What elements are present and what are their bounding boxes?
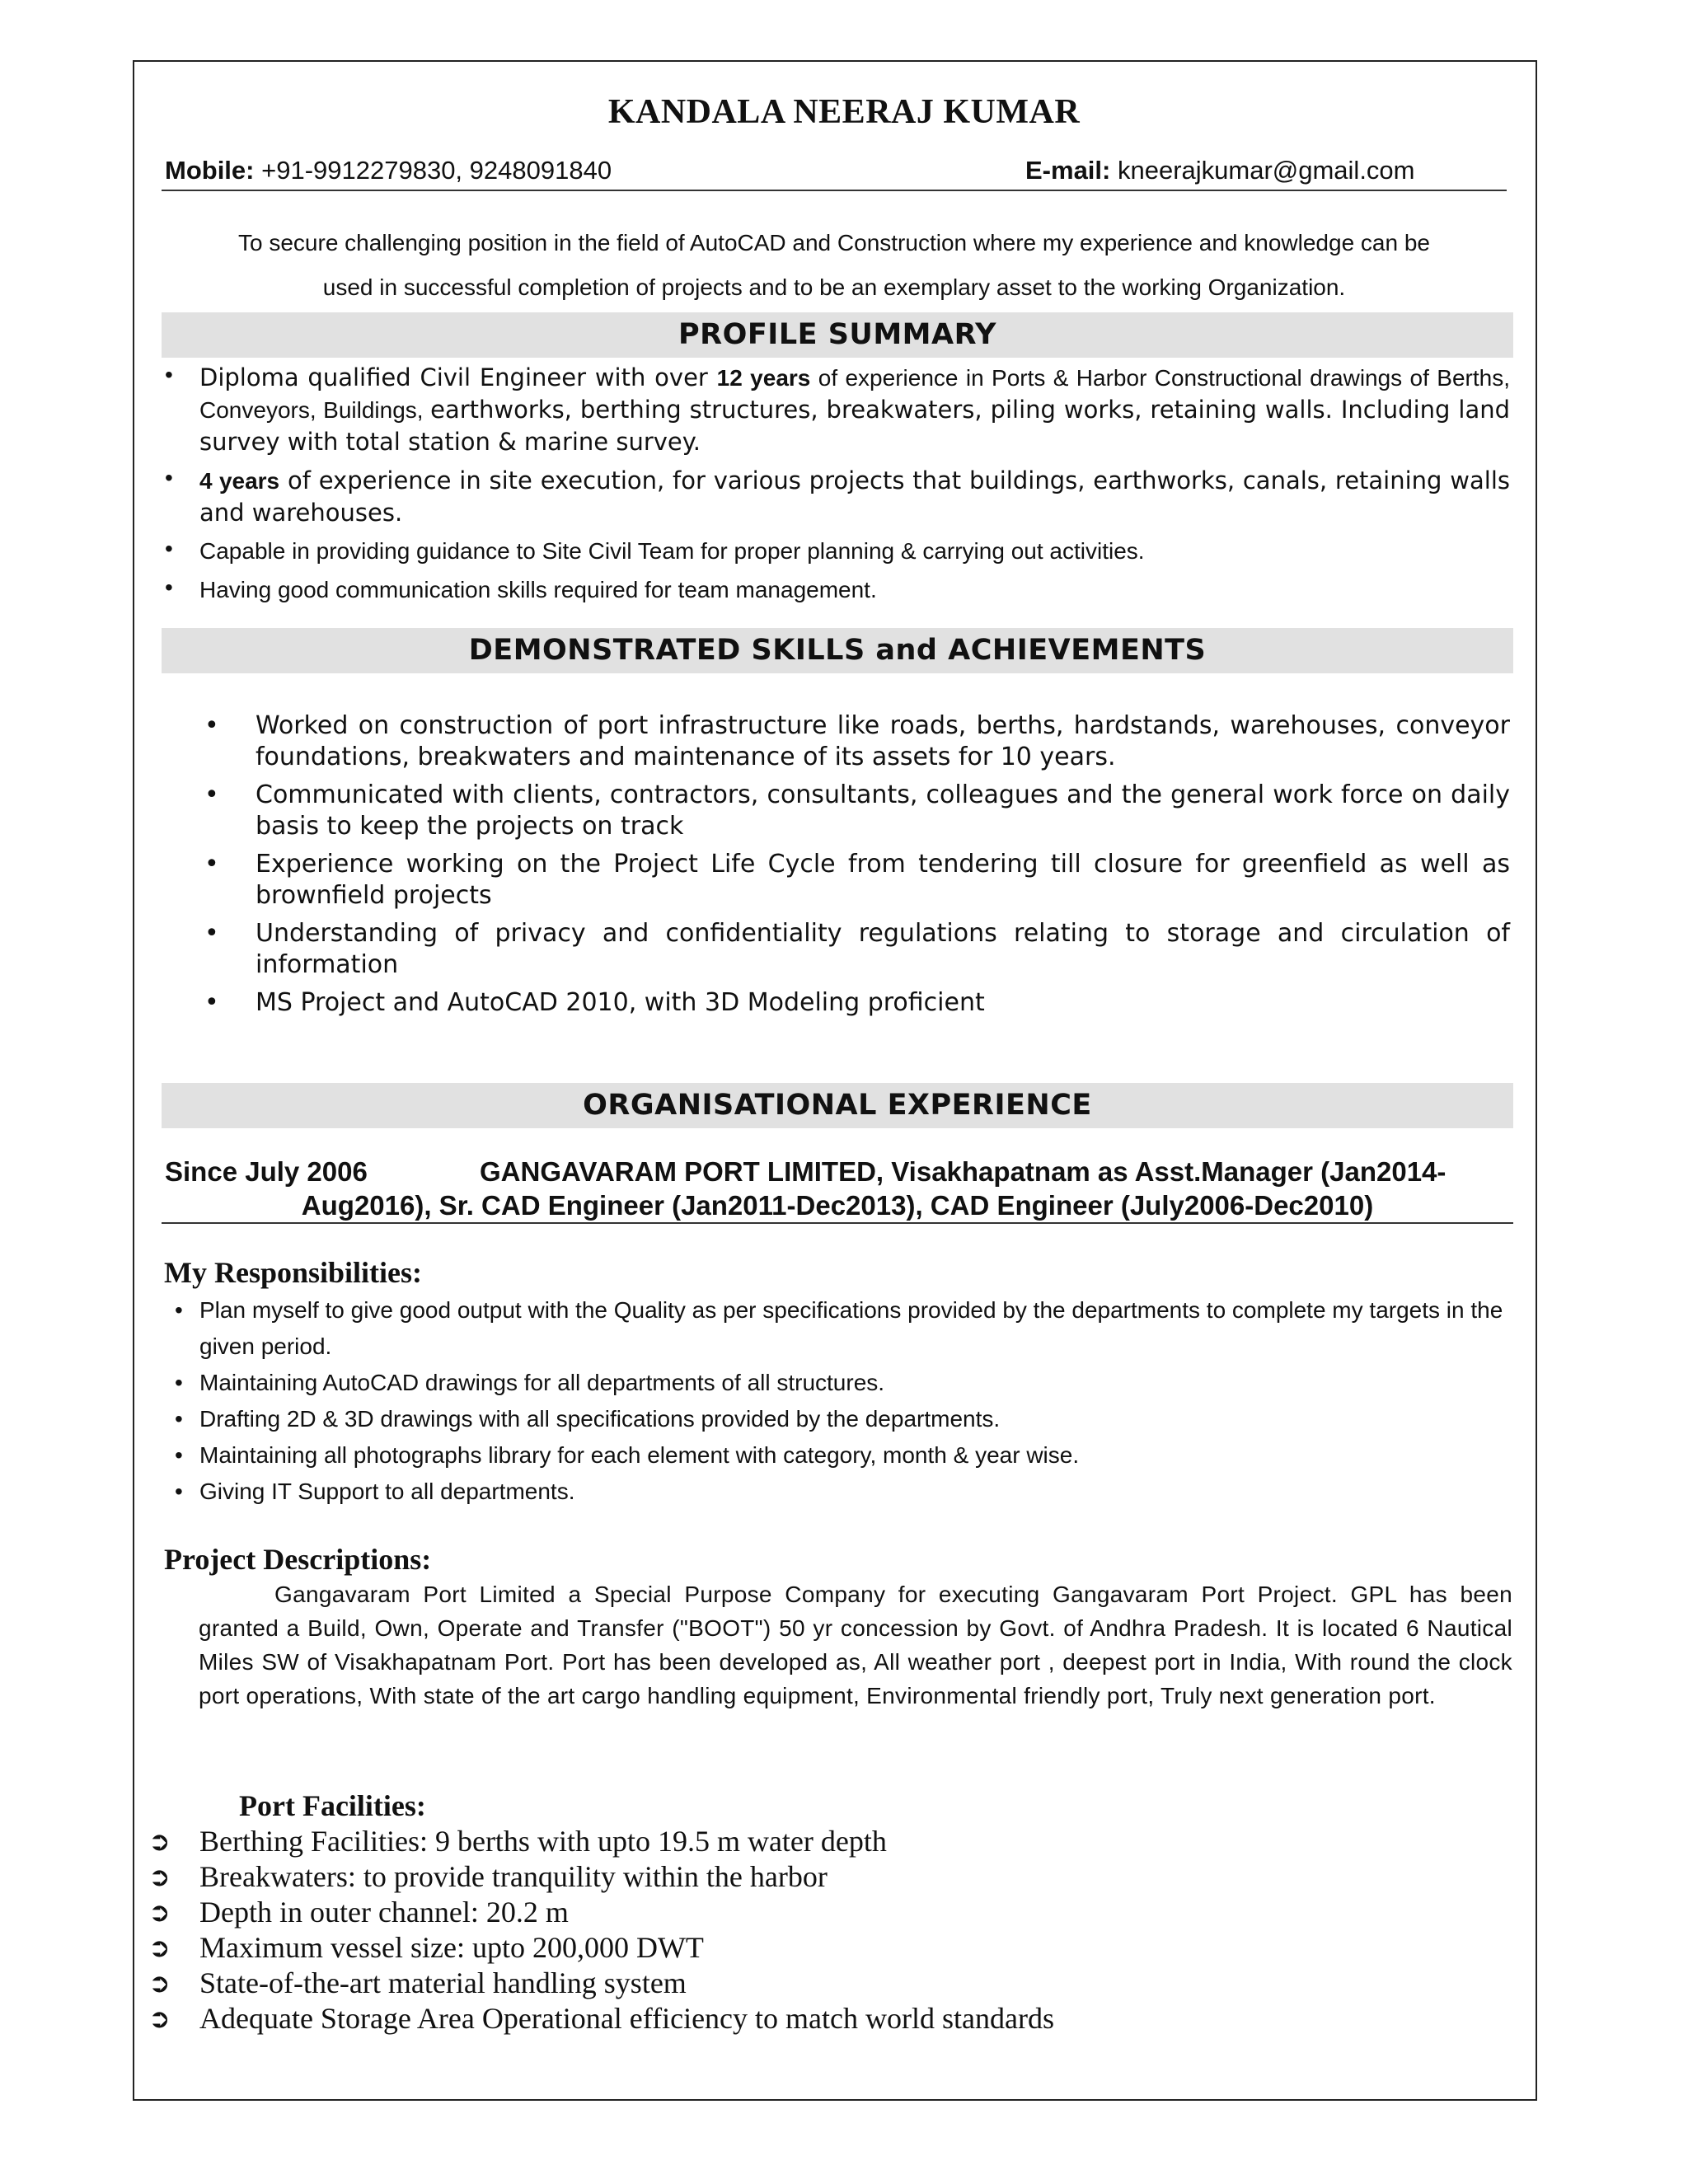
bullet-icon: • xyxy=(204,850,219,879)
profile-summary-heading: PROFILE SUMMARY xyxy=(162,312,1513,358)
objective-line: used in successful completion of projects and to be an exemplary asset to the working Organization. xyxy=(322,274,1346,300)
mobile xyxy=(165,156,612,185)
responsibilities-heading: My Responsibilities: xyxy=(164,1256,423,1289)
list-item: • Maintaining all photographs library for each element with category, month & year wise. xyxy=(170,1437,1513,1474)
email-value: kneerajkumar@gmail.com xyxy=(1110,156,1415,185)
employer-line: Aug2016), Sr. CAD Engineer (Jan2011-Dec2013), CAD Engineer (July2006-Dec2010) xyxy=(301,1190,1374,1221)
email xyxy=(1025,156,1415,185)
bullet-icon: • xyxy=(204,711,219,740)
bullet-icon: • xyxy=(204,780,219,809)
port-facilities-heading: Port Facilities: xyxy=(239,1789,426,1822)
profile-summary-list xyxy=(162,362,1510,613)
port-facilities-list xyxy=(148,1824,1517,2036)
bullet-icon: • xyxy=(165,536,173,561)
list-item: • Understanding of privacy and confidentiality regulations relating to storage and circulation of information xyxy=(204,919,1510,979)
skills-list xyxy=(203,710,1510,1025)
list-item: ➲ Breakwaters: to provide tranquility within the harbor xyxy=(148,1860,828,1893)
list-item: ➲ Maximum vessel size: upto 200,000 DWT xyxy=(148,1931,704,1964)
list-item: • Maintaining AutoCAD drawings for all departments of all structures. xyxy=(170,1365,1513,1401)
employer-line: GANGAVARAM PORT LIMITED, Visakhapatnam as Asst.Manager (Jan2014- xyxy=(480,1156,1447,1187)
project-description: Gangavaram Port Limited a Special Purpose Company for executing Gangavaram Port Project. GPL has been granted a Build, Own, Operate and Transfer ("BOOT") 50 yr concession by Govt. of Andhra Pradesh. It is located 6 Nautical Miles SW of Visakhapatnam Port. Port has been developed as, All weather port , deepest port in India, With round the clock port operations, With state of the art cargo handling equipment, Environmental friendly port, Truly next generation port. xyxy=(199,1582,1512,1708)
bullet-icon: • xyxy=(204,919,219,948)
list-item: ➲ Depth in outer channel: 20.2 m xyxy=(148,1896,569,1929)
mobile-label: Mobile: xyxy=(165,156,255,185)
skills-heading: DEMONSTRATED SKILLS and ACHIEVEMENTS xyxy=(162,628,1513,673)
list-item: • Drafting 2D & 3D drawings with all specifications provided by the departments. xyxy=(170,1401,1513,1437)
candidate-name: KANDALA NEERAJ KUMAR xyxy=(607,93,1081,131)
responsibilities-list xyxy=(170,1292,1513,1510)
arrow-right-icon: ➲ xyxy=(148,1825,171,1857)
list-item: ➲ State-of-the-art material handling system xyxy=(148,1966,687,1999)
bullet-icon: • xyxy=(175,1479,183,1504)
employment-since: Since July 2006 xyxy=(165,1156,368,1187)
list-item: • 4 years of experience in site execution, for various projects that buildings, earthworks, canals, retaining walls and warehouses. xyxy=(165,465,1510,527)
employer-header xyxy=(162,1155,1513,1224)
experience-heading: ORGANISATIONAL EXPERIENCE xyxy=(162,1083,1513,1128)
arrow-right-icon: ➲ xyxy=(148,1967,171,1999)
bullet-icon: • xyxy=(165,465,173,490)
bullet-icon: • xyxy=(175,1442,183,1468)
list-item: • Plan myself to give good output with the Quality as per specifications provided by the departments to complete my targets in the given period. xyxy=(170,1292,1513,1365)
list-item: ➲ Adequate Storage Area Operational efficiency to match world standards xyxy=(148,2002,1054,2035)
list-item: • Giving IT Support to all departments. xyxy=(170,1474,1513,1510)
list-item: • Capable in providing guidance to Site Civil Team for proper planning & carrying out activities. xyxy=(165,536,1145,564)
mobile-value: +91-9912279830, 9248091840 xyxy=(254,156,612,185)
objective-line: To secure challenging position in the field of AutoCAD and Construction where my experience and knowledge can be xyxy=(238,230,1430,255)
bullet-icon: • xyxy=(175,1370,183,1395)
list-item: • Having good communication skills required for team management. xyxy=(165,574,877,602)
arrow-right-icon: ➲ xyxy=(148,1932,171,1963)
arrow-right-icon: ➲ xyxy=(148,1861,171,1892)
arrow-right-icon: ➲ xyxy=(148,2003,171,2034)
objective-statement xyxy=(162,221,1507,310)
contact-line xyxy=(162,153,1507,191)
bullet-icon: • xyxy=(165,574,173,600)
project-descriptions-heading: Project Descriptions: xyxy=(164,1543,432,1576)
bullet-icon: • xyxy=(204,988,219,1017)
list-item: • MS Project and AutoCAD 2010, with 3D Modeling proficient xyxy=(204,988,985,1017)
email-label: E-mail: xyxy=(1025,156,1111,185)
bullet-icon: • xyxy=(165,362,173,387)
list-item: • Diploma qualified Civil Engineer with over 12 years of experience in Ports & Harbor Constructional drawings of Berths, Conveyors, Buildings, earthworks, berthing structures, breakwaters, piling works, retaining walls. Including land survey with total station & marine survey. xyxy=(165,362,1511,456)
list-item: • Worked on construction of port infrastructure like roads, berths, hardstands, warehouses, conveyor foundations, breakwaters and maintenance of its assets for 10 years. xyxy=(204,711,1510,771)
list-item: • Communicated with clients, contractors, consultants, colleagues and the general work force on daily basis to keep the projects on track xyxy=(204,780,1510,841)
list-item: ➲ Berthing Facilities: 9 berths with upto 19.5 m water depth xyxy=(148,1825,887,1858)
bullet-icon: • xyxy=(175,1406,183,1432)
list-item: • Experience working on the Project Life Cycle from tendering till closure for greenfield as well as brownfield projects xyxy=(204,850,1510,910)
arrow-right-icon: ➲ xyxy=(148,1896,171,1928)
bullet-icon: • xyxy=(175,1297,183,1323)
